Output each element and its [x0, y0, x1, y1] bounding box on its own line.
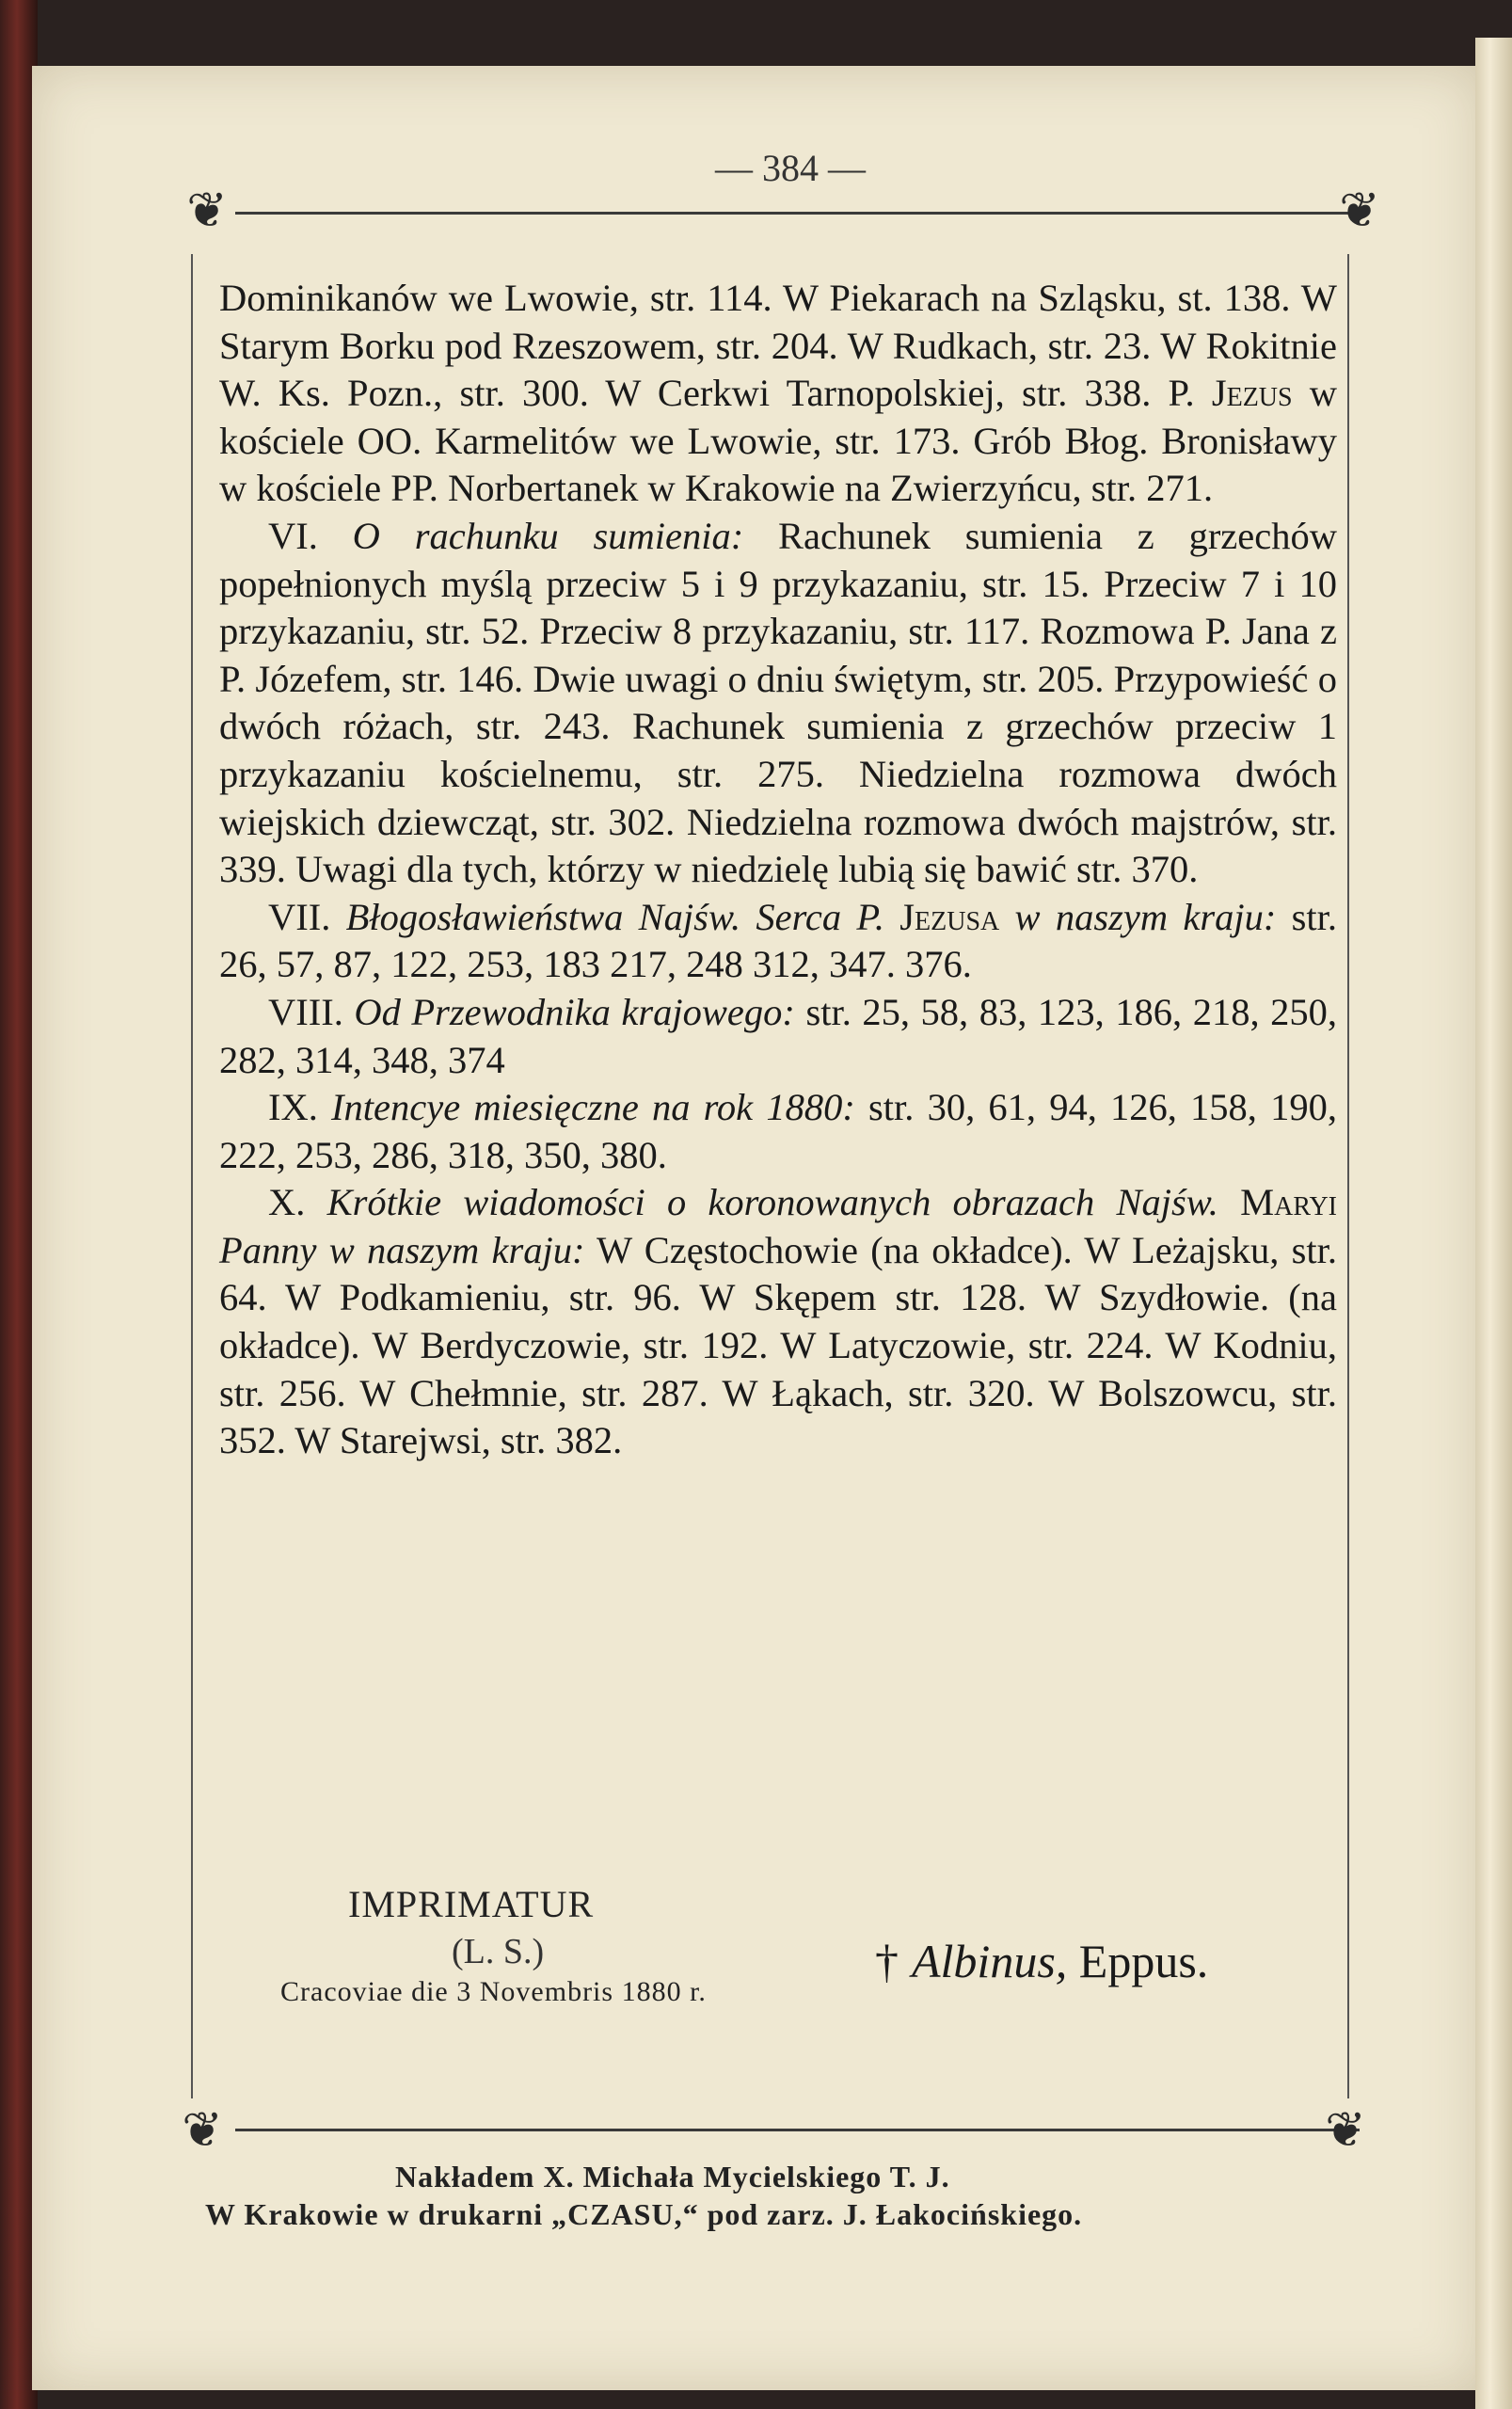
section-ix: [219, 1084, 1337, 1179]
page-number: — 384 —: [715, 147, 866, 189]
imprimatur-title: IMPRIMATUR: [348, 1883, 595, 1925]
text-run: str. 25, 58, 83, 123, 186, 218, 250, 282, 314, 348, 374: [219, 990, 1337, 1081]
printer-line: W Krakowie w drukarni „CZASU,“ pod zarz. J. Łakocińskiego.: [205, 2197, 1083, 2231]
text-run: Jezus: [1211, 372, 1293, 415]
section-number: VII.: [268, 895, 346, 938]
frame-bottom-rule: [235, 2129, 1360, 2131]
section-heading: w naszym kraju:: [1014, 895, 1277, 938]
frame-right-rule: [1347, 254, 1349, 2098]
corner-ornament-icon: ❦: [1325, 2104, 1366, 2158]
cross-icon: †: [875, 1935, 899, 1987]
section-vi: [219, 513, 1337, 894]
paragraph-continued: [219, 275, 1337, 513]
text-run: Rachunek sumienia z grzechów popełnionych myślą przeciw 5 i 9 przykazaniu, str. 15. Przeciw 7 i 10 przykazaniu, str. 52. Przeciw 8 przykazaniu, str. 117. Rozmowa P. Jana z P. Józefem, str. 146. Dwie uwagi o dniu świętym, str. 205. Przypowieść o dwóch różach, str. 243. Rachunek sumienia z grzechów przeciw 1 przykazaniu kościelnemu, str. 275. Niedzielna rozmowa dwóch wiejskich dziewcząt, str. 302. Niedzielna rozmowa dwóch majstrów, str. 339. Uwagi dla tych, którzy w niedzielę lubią się bawić str. 370.: [219, 514, 1337, 891]
section-heading: Intencye miesięczne na rok 1880:: [331, 1086, 855, 1129]
text-run: w kościele OO. Karmelitów we Lwowie, str. 173. Grób Błog. Bronisławy w kościele PP. Norbertanek w Krakowie na Zwierzyńcu, str. 271.: [219, 372, 1337, 510]
text-run: Dominikanów we Lwowie, str. 114. W Piekarach na Szląsku, st. 138. W Starym Borku pod Rzeszowem, str. 204. W Rudkach, str. 23. W Rokitnie W. Ks. Pozn., str. 300. W Cerkwi Tarnopolskiej, str. 338. P.: [219, 277, 1337, 415]
signature-name: Albinus,: [912, 1935, 1068, 1987]
text-run: [884, 896, 899, 938]
section-x: [219, 1179, 1337, 1465]
corner-ornament-icon: ❦: [1339, 184, 1380, 238]
index-body-text: [219, 275, 1337, 1465]
text-run: W Częstochowie (na okładce). W Leżajsku, str. 64. W Podkamieniu, str. 96. W Skępem str. 128. W Szydłowie. (na okładce). W Berdyczowie, str. 192. W Latyczowie, str. 224. W Kodniu, str. 256. W Chełmnie, str. 287. W Łąkach, str. 320. W Bolszowcu, str. 352. W Starejwsi, str. 382.: [219, 1228, 1338, 1462]
text-run: Jezusa: [899, 895, 1000, 938]
section-number: IX.: [268, 1086, 332, 1129]
section-number: VI.: [268, 514, 353, 557]
publisher-line: Nakładem X. Michała Mycielskiego T. J.: [395, 2160, 950, 2194]
section-heading: Krótkie wiadomości o koronowanych obrazach Najśw.: [326, 1181, 1218, 1224]
text-run: [1218, 1181, 1240, 1223]
text-run: str. 30, 61, 94, 126, 158, 190, 222, 253, 286, 318, 350, 380.: [219, 1086, 1337, 1176]
imprimatur-date: Cracoviae die 3 Novembris 1880 r.: [280, 1976, 707, 2007]
corner-ornament-icon: ❦: [182, 2104, 223, 2158]
section-heading: Panny w naszym kraju:: [219, 1228, 585, 1271]
text-run: Maryi: [1240, 1181, 1338, 1224]
text-run: [999, 896, 1014, 938]
frame-left-rule: [191, 254, 193, 2098]
section-vii: [219, 894, 1337, 989]
bishop-signature: [875, 1934, 1208, 1988]
section-viii: [219, 989, 1337, 1084]
section-heading: Od Przewodnika krajowego:: [354, 990, 795, 1033]
frame-top-rule: [235, 212, 1364, 215]
corner-ornament-icon: ❦: [186, 184, 228, 238]
section-number: VIII.: [268, 990, 355, 1033]
seal-mark: (L. S.): [452, 1932, 545, 1971]
section-heading: O rachunku sumienia:: [352, 514, 744, 557]
text-run: str. 26, 57, 87, 122, 253, 183 217, 248 312, 347. 376.: [219, 895, 1337, 986]
signature-title: Eppus.: [1078, 1935, 1209, 1987]
section-heading: Błogosławieństwa Najśw. Serca P.: [345, 895, 884, 938]
section-number: X.: [268, 1181, 327, 1224]
page-fore-edge: [1475, 38, 1512, 2409]
